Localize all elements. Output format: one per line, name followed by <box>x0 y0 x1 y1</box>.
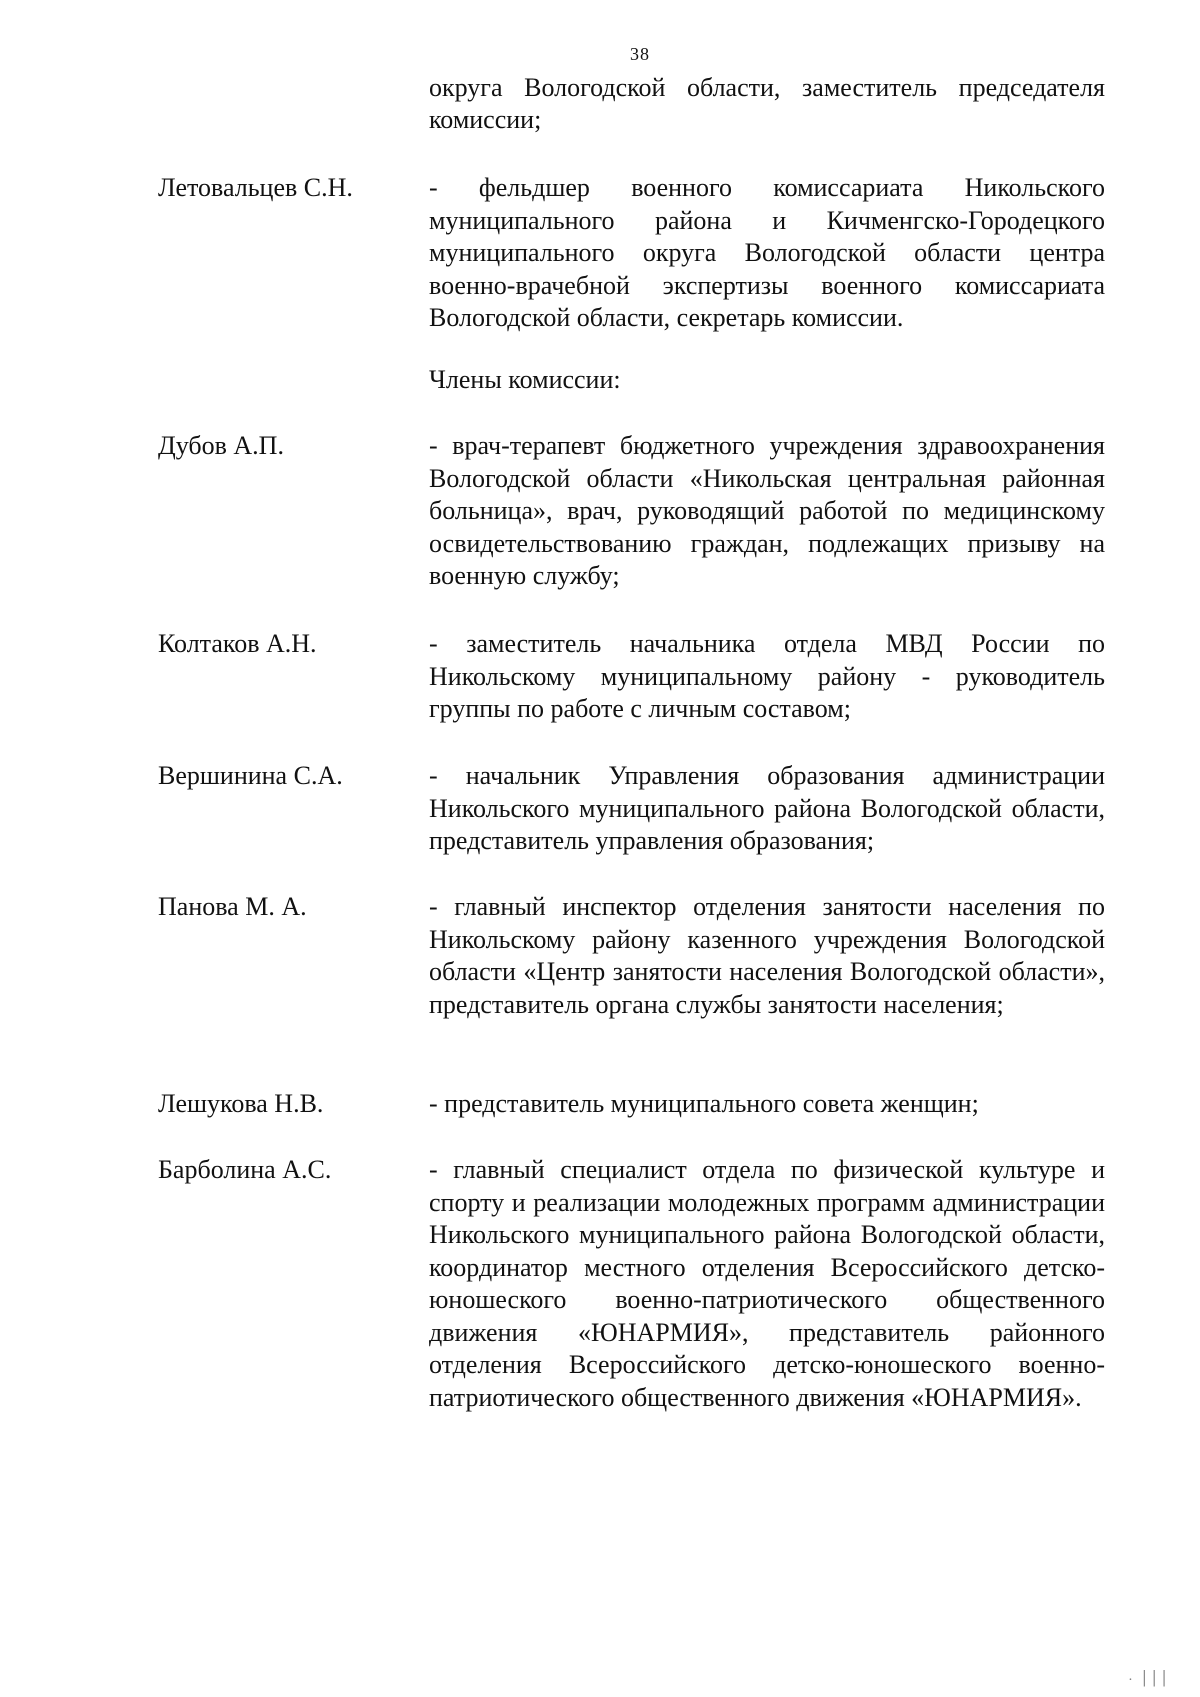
member-description: - главный специалист отдела по физической культуре и спорту и реализации молодежных программ администрации Никольского муниципального района Вологодской области, координатор местного отделения Всероссийского детско-юношеского военно-патриотического общественного движения «ЮНАРМИЯ», представитель районного отделения Всероссийского детско-юношеского военно-патриотического общественного движения «ЮНАРМИЯ». <box>429 1155 1105 1412</box>
member-name: Вершинина С.А. <box>158 761 343 790</box>
member-name: Колтаков А.Н. <box>158 629 317 658</box>
page-number <box>0 44 1200 65</box>
member-name: Лешукова Н.В. <box>158 1089 324 1118</box>
intro-paragraph: округа Вологодской области, заместитель председателя комиссии; <box>429 73 1105 134</box>
member-name: Барболина А.С. <box>158 1155 332 1184</box>
page-number-text: 38 <box>630 44 650 64</box>
member-description: - представитель муниципального совета женщин; <box>429 1089 979 1118</box>
member-description: - заместитель начальника отдела МВД России по Никольскому муниципальному району - руководитель группы по работе с личным составом; <box>429 629 1105 723</box>
member-description: - фельдшер военного комиссариата Никольского муниципального района и Кичменгско-Городецкого муниципального округа Вологодской области центра военно-врачебной экспертизы военного комиссариата Вологодской области, секретарь комиссии. <box>429 173 1105 332</box>
members-heading: Члены комиссии: <box>429 365 621 394</box>
member-description: - главный инспектор отделения занятости населения по Никольскому району казенного учреждения Вологодской области «Центр занятости населения Вологодской области», представитель органа службы занятости населения; <box>429 892 1105 1019</box>
member-description: - начальник Управления образования администрации Никольского муниципального района Вологодской области, представитель управления образования; <box>429 761 1105 855</box>
member-name: Панова М. А. <box>158 892 307 921</box>
member-name: Дубов А.П. <box>158 431 284 460</box>
member-name: Летовальцев С.Н. <box>158 173 353 202</box>
scan-artifact-marks: · ׀׀׀ <box>1128 1673 1170 1688</box>
member-description: - врач-терапевт бюджетного учреждения здравоохранения Вологодской области «Никольская центральная районная больница», врач, руководящий работой по медицинскому освидетельствованию граждан, подлежащих призыву на военную службу; <box>429 431 1105 590</box>
